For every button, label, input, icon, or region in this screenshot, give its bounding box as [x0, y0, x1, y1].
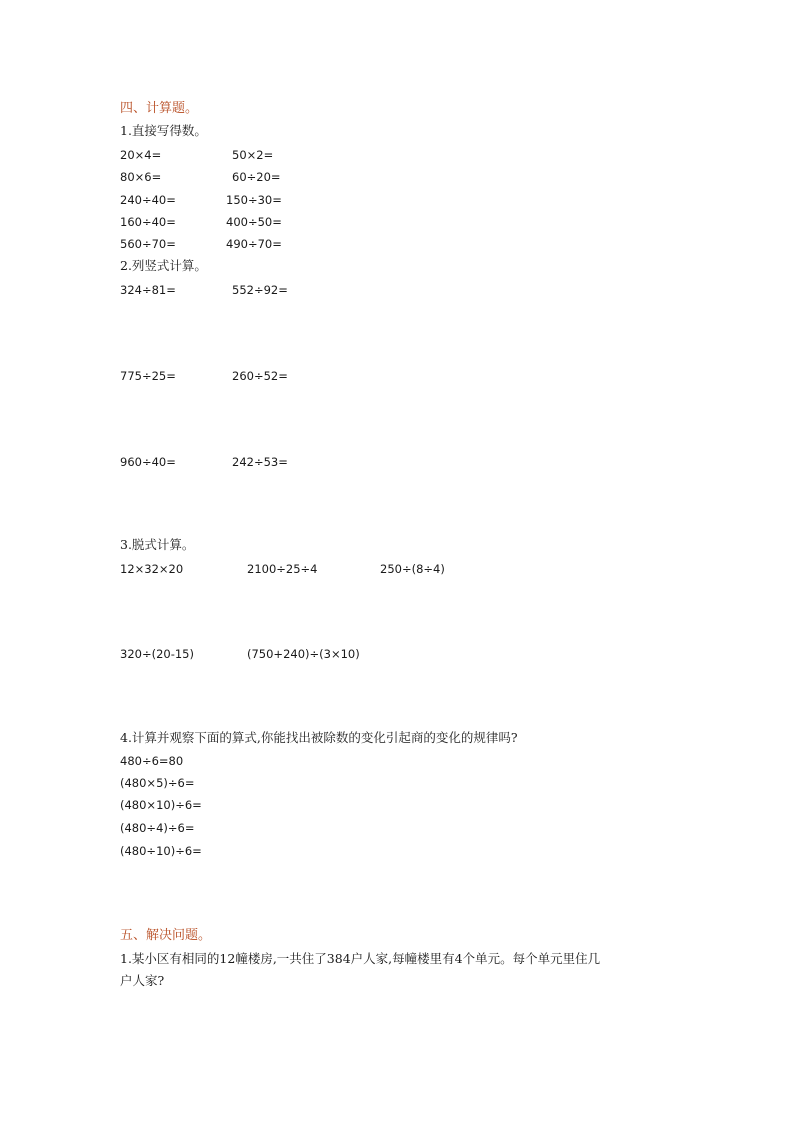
q2-title: 2.列竖式计算。 [120, 258, 207, 273]
q4-line: (480÷4)÷6= [120, 821, 195, 835]
q2-item: 242÷53= [232, 455, 288, 469]
q2-item: 260÷52= [232, 369, 288, 383]
q1-item: 560÷70= [120, 237, 176, 251]
q3-title: 3.脱式计算。 [120, 537, 195, 552]
q1-item: 490÷70= [226, 237, 282, 251]
q1-item: 80×6= [120, 170, 162, 184]
q1-item: 150÷30= [226, 193, 282, 207]
q3-item: 320÷(20-15) [120, 647, 194, 661]
section-4-title: 四、计算题。 [120, 101, 199, 116]
section-5-title: 五、解决问题。 [120, 928, 212, 943]
q1-item: 60÷20= [232, 170, 281, 184]
q3-item: 250÷(8÷4) [380, 562, 445, 576]
q1-item: 160÷40= [120, 215, 176, 229]
q2-item: 775÷25= [120, 369, 176, 383]
q4-title: 4.计算并观察下面的算式,你能找出被除数的变化引起商的变化的规律吗? [120, 730, 518, 745]
q4-line: (480×10)÷6= [120, 798, 202, 812]
q2-item: 552÷92= [232, 283, 288, 297]
q1-item: 240÷40= [120, 193, 176, 207]
q4-line: (480÷10)÷6= [120, 844, 202, 858]
q4-line: (480×5)÷6= [120, 776, 195, 790]
q2-item: 960÷40= [120, 455, 176, 469]
q1-title: 1.直接写得数。 [120, 123, 207, 138]
s5-q1-line2: 户人家? [120, 973, 165, 988]
s5-q1-line1: 1.某小区有相同的12幢楼房,一共住了384户人家,每幢楼里有4个单元。每个单元里住几 [120, 951, 601, 966]
q1-item: 20×4= [120, 148, 162, 162]
q1-item: 50×2= [232, 148, 274, 162]
q1-item: 400÷50= [226, 215, 282, 229]
q4-line: 480÷6=80 [120, 754, 184, 768]
q3-item: 12×32×20 [120, 562, 184, 576]
q3-item: 2100÷25÷4 [247, 562, 318, 576]
q2-item: 324÷81= [120, 283, 176, 297]
q3-item: (750+240)÷(3×10) [247, 647, 360, 661]
